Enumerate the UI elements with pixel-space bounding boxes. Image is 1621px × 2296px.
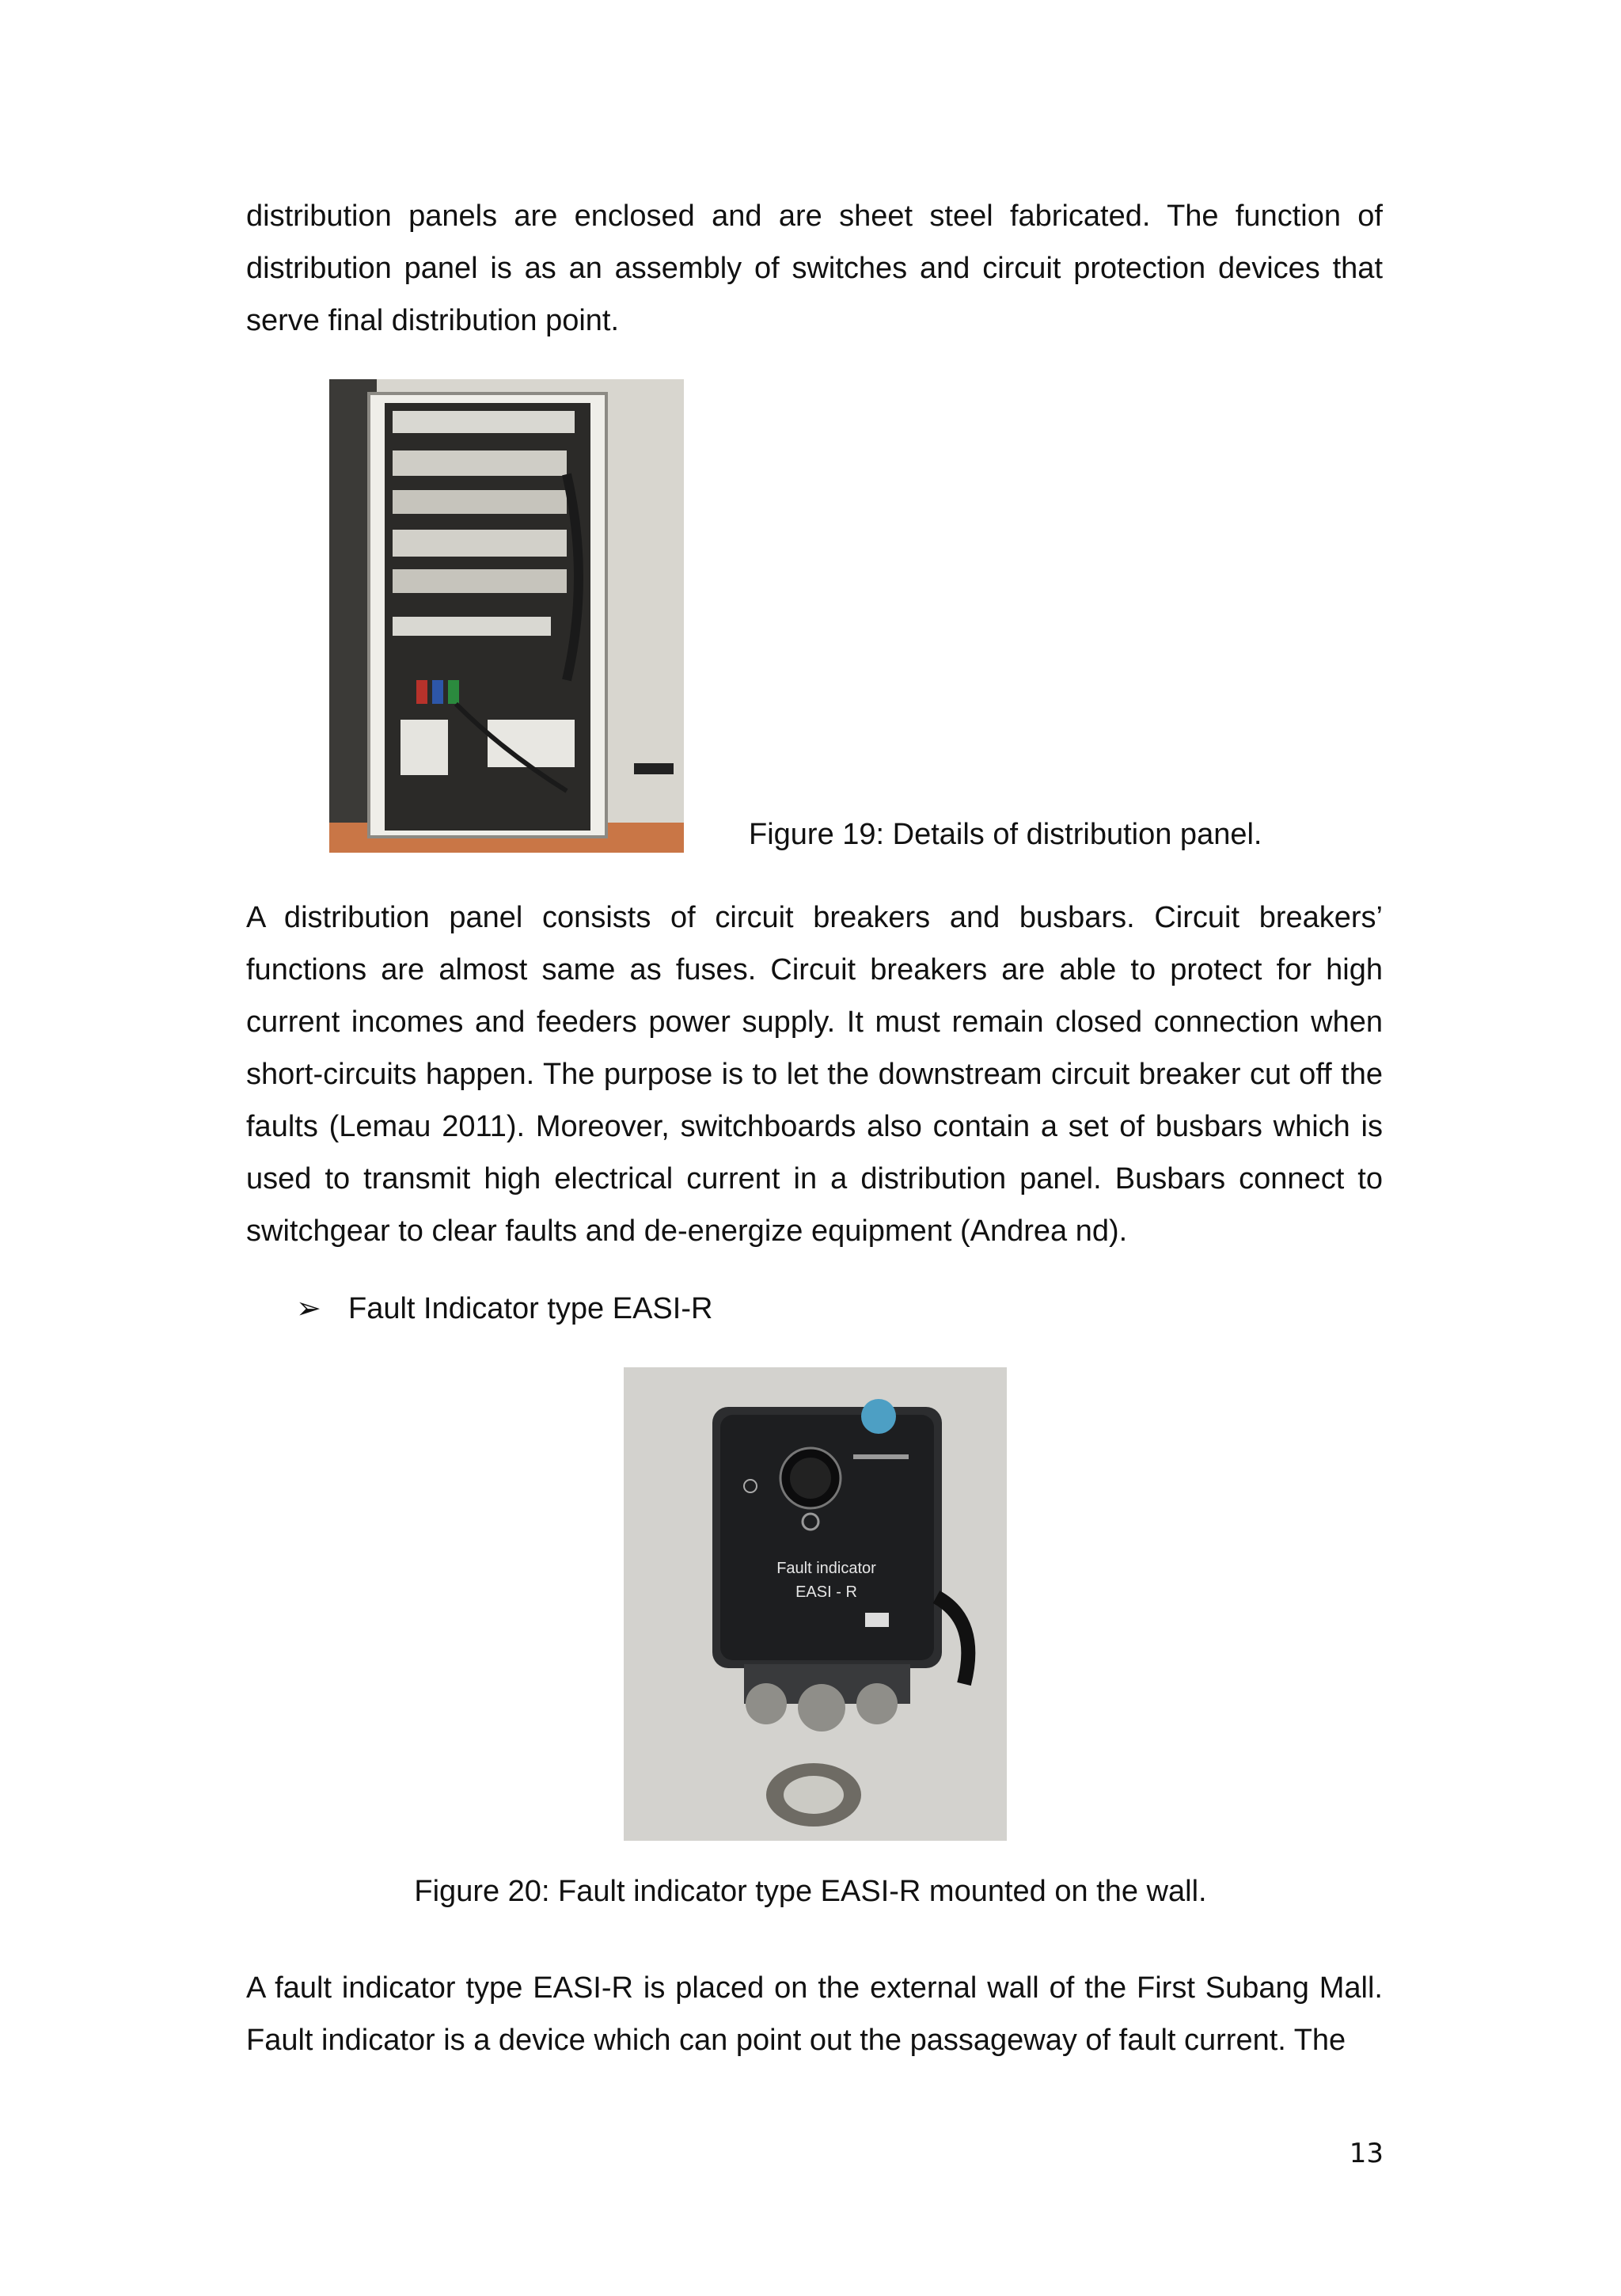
figure-19-caption: Figure 19: Details of distribution panel. xyxy=(749,818,1262,851)
distribution-panel-illustration xyxy=(329,379,684,853)
paragraph-fault-indicator: A fault indicator type EASI-R is placed on the external wall of the First Subang Mall. Fault indicator is a device which can point out the passageway of fault current. The xyxy=(246,1971,1383,2057)
fault-indicator-illustration xyxy=(624,1367,1007,1841)
page-number: 13 xyxy=(1349,2138,1384,2169)
figure-20-caption: Figure 20: Fault indicator type EASI-R mounted on the wall. xyxy=(414,1875,1207,1908)
bullet-text: Fault Indicator type EASI-R xyxy=(348,1292,713,1325)
distribution-panel-photo xyxy=(329,379,684,853)
paragraph-distribution-panel: A distribution panel consists of circuit breakers and busbars. Circuit breakers’ functions are almost same as fuses. Circuit breakers are able to protect for high current incomes and feeders power supply. It must remain closed connection when short-circuits happen. The purpose is to let the downstream circuit breaker cut off the faults (Lemau 2011). Moreover, switchboards also contain a set of busbars which is used to transmit high electrical current in a distribution panel. Busbars connect to switchgear to clear faults and de-energize equipment (Andrea nd). xyxy=(246,901,1383,1248)
device-label-line1: Fault indicator xyxy=(776,1560,876,1577)
fault-indicator-photo xyxy=(624,1367,1007,1841)
paragraph-intro: distribution panels are enclosed and are sheet steel fabricated. The function of distribution panel is as an assembly of switches and circuit protection devices that serve final distribution point. xyxy=(246,200,1383,337)
arrow-bullet-icon: ➢ xyxy=(296,1292,321,1325)
bullet-item xyxy=(296,1289,712,1329)
device-label-line2: EASI - R xyxy=(795,1583,857,1601)
